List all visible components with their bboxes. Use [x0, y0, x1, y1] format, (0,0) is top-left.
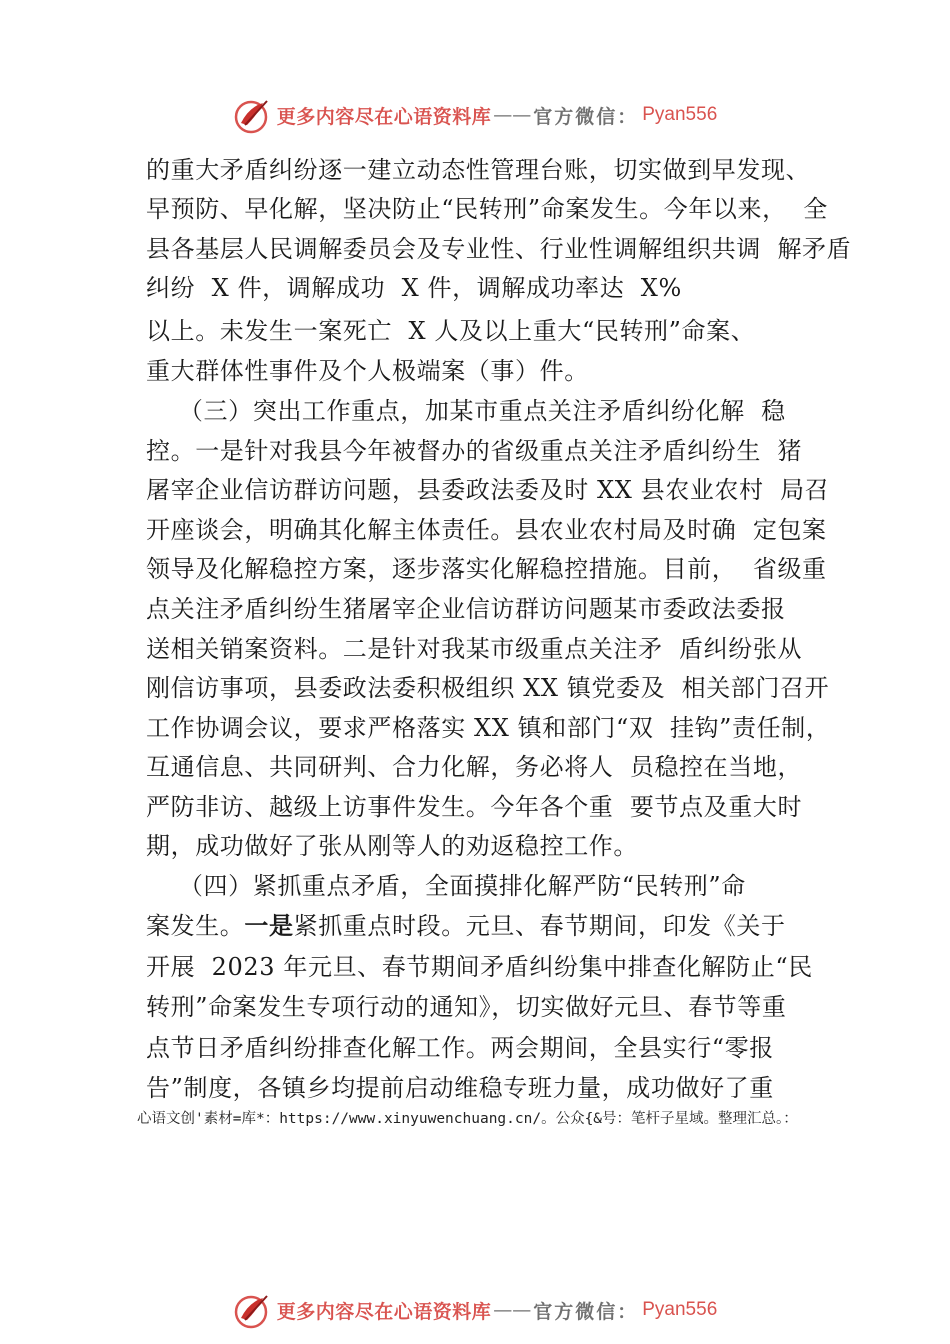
brand-logo-icon [233, 95, 273, 135]
body-line: 刚信访事项，县委政法委积极组织 XX 镇党委及 相关部门召开 [146, 674, 830, 702]
body-line: 纠纷 X 件，调解成功 X 件，调解成功率达 X% [146, 274, 682, 302]
body-line: 屠宰企业信访群访问题，县委政法委及时 XX 县农业农村 局召 [146, 476, 830, 504]
body-line: 互通信息、共同研判、合力化解，务必将人 员稳控在当地， [146, 753, 803, 781]
banner-title: 更多内容尽在心语资料库 [276, 1300, 492, 1323]
brand-logo-icon [233, 1290, 273, 1330]
banner-wechat-label: 官方微信： [533, 1300, 639, 1323]
banner-dash: —— [493, 1299, 532, 1321]
body-line: 转刑”命案发生专项行动的通知》，切实做好元旦、春节等重 [146, 993, 787, 1021]
banner-wechat-label: 官方微信： [533, 105, 639, 128]
body-line: 工作协调会议，要求严格落实 XX 镇和部门“双 挂钩”责任制， [146, 714, 831, 742]
body-line: 以上。未发生一案死亡 X 人及以上重大“民转刑”命案、 [146, 317, 756, 345]
body-line-bold-lead [146, 911, 786, 941]
body-line: 点关注矛盾纠纷生猪屠宰企业信访群访问题某市委政法委报 [146, 595, 786, 623]
bold-lead: 一是 [244, 912, 294, 940]
banner-dash: —— [493, 104, 532, 126]
body-line: 严防非访、越级上访事件发生。今年各个重 要节点及重大时 [146, 793, 803, 821]
banner-wechat-id: Pyan556 [642, 1299, 718, 1320]
body-line: 期，成功做好了张从刚等人的劝返稳控工作。 [146, 832, 638, 860]
line-rest: 紧抓重点时段。元旦、春节期间，印发《关于 [293, 912, 786, 940]
body-line: 的重大矛盾纠纷逐一建立动态性管理台账，切实做到早发现、 [146, 156, 811, 184]
banner-title: 更多内容尽在心语资料库 [276, 105, 492, 128]
body-line: （四）紧抓重点矛盾，全面摸排化解严防“民转刑”命 [146, 872, 746, 900]
body-line: 开展 2023 年元旦、春节期间矛盾纠纷集中排查化解防止“民 [146, 953, 813, 981]
body-line: 早预防、早化解，坚决防止“民转刑”命案发生。今年以来， 全 [146, 195, 828, 223]
body-line: 县各基层人民调解委员会及专业性、行业性调解组织共调 解矛盾 [146, 235, 852, 263]
body-line: 重大群体性事件及个人极端案（事）件。 [146, 357, 589, 385]
body-line: 告”制度，各镇乡均提前启动维稳专班力量，成功做好了重 [146, 1074, 774, 1102]
header-watermark-banner [0, 93, 950, 137]
body-line: 开座谈会，明确其化解主体责任。县农业农村局及时确 定包案 [146, 516, 827, 544]
line-prefix: 案发生。 [146, 912, 245, 940]
footer-note: 心语文创'素材=库*：https://www.xinyuwenchuang.cn/。公众{&号：笔杆子星域。整理汇总。： [137, 1111, 798, 1127]
body-line: 送相关销案资料。二是针对我某市级重点关注矛 盾纠纷张从 [146, 635, 803, 663]
body-line: 领导及化解稳控方案，逐步落实化解稳控措施。目前， 省级重 [146, 555, 827, 583]
body-line: （三）突出工作重点，加某市重点关注矛盾纠纷化解 稳 [146, 397, 786, 425]
body-line: 点节日矛盾纠纷排查化解工作。两会期间，全县实行“零报 [146, 1034, 774, 1062]
footer-watermark-banner [0, 1288, 950, 1332]
body-line: 控。一是针对我县今年被督办的省级重点关注矛盾纠纷生 猪 [146, 437, 803, 465]
banner-wechat-id: Pyan556 [642, 104, 718, 125]
